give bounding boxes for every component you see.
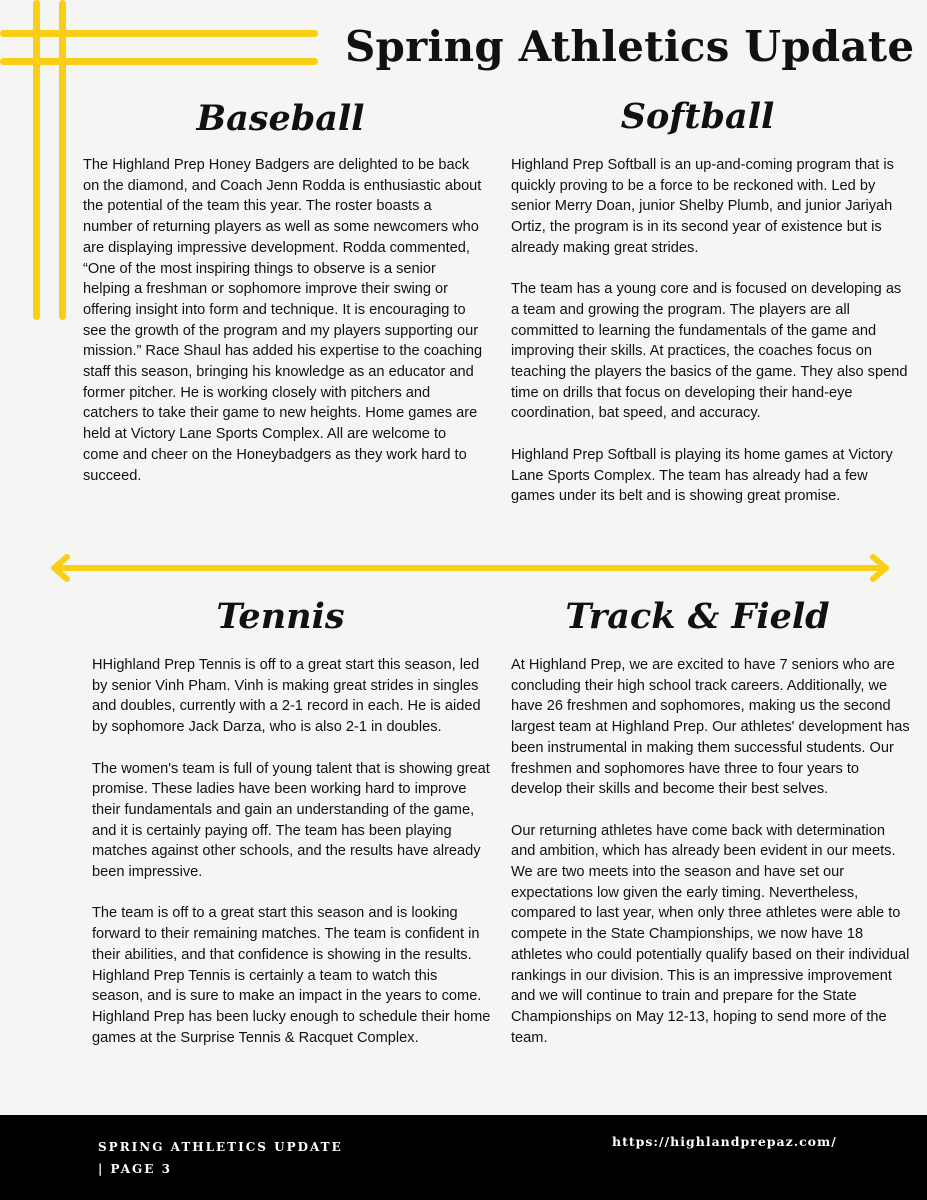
softball-paragraph-2: The team has a young core and is focused on developing as a team and growing the program. The players are all committed to learning the fundamentals of the game and improving their skills. At practices, the coaches focus on teaching the players the basics of the game. They also spend time on drills that focus on developing their hand-eye coordination, bat speed, and accuracy.: [511, 281, 908, 422]
footer-title: SPRING ATHLETICS UPDATE: [98, 1140, 343, 1154]
softball-paragraph-3: Highland Prep Softball is playing its home games at Victory Lane Sports Complex. The team has already had a few games under its belt and is showing great promise.: [511, 446, 893, 505]
tennis-body: [92, 655, 492, 1048]
track-paragraph-1: At Highland Prep, we are excited to have 7 seniors who are concluding their high school track careers. Additionally, we have 26 freshmen and sophomores, making us the second largest team at Highland Prep. Our athletes' development has been instrumental in making them successful students. Our freshmen and sophomores have three to four years to develop their skills and become their best selves.: [511, 657, 910, 798]
baseball-heading: Baseball: [196, 98, 365, 139]
corner-bar-horizontal-2: [0, 58, 318, 65]
tennis-paragraph-1: HHighland Prep Tennis is off to a great start this season, led by senior Vinh Pham. Vinh is making great strides in singles and doubles, currently with a 2-1 record in each. He is aided by sophomore Jack Darza, who is also 2-1 in doubles.: [92, 657, 481, 736]
baseball-paragraph-1: The Highland Prep Honey Badgers are delighted to be back on the diamond, and Coach Jenn Rodda is enthusiastic about the potential of the team this year. The roster boasts a number of returning players as well as some newcomers who are displaying impressive development. Rodda commented, “One of the most inspiring things to observe is a senior helping a freshman or sophomore improve their swing or offering insight into form and technique. It is encouraging to see the growth of the program and my players supporting our mission.” Race Shaul has added his expertise to the coaching staff this season, bringing his knowledge as an educator and former pitcher. He is working closely with pitchers and catchers to take their game to new heights. Home games are held at Victory Lane Sports Complex. All are welcome to come and cheer on the Honeybadgers as they work hard to succeed.: [83, 157, 483, 484]
track-body: [511, 655, 913, 1048]
footer-page-number: | PAGE 3: [98, 1162, 172, 1176]
track-paragraph-2: Our returning athletes have come back with determination and ambition, which has already been evident in our meets. We are two meets into the season and have set our expectations low given the early timing. Nevertheless, compared to last year, when only three athletes were able to compete in the State Championships, we now have 18 athletes who could potentially qualify based on their individual rankings in our division. This is an impressive improvement and we will continue to train and prepare for the State Championships on May 12-13, hoping to send more of the team.: [511, 822, 910, 1046]
footer-url-link[interactable]: https://highlandprepaz.com/: [612, 1134, 837, 1149]
softball-body: [511, 155, 913, 507]
divider-arrow: [45, 552, 895, 584]
corner-bar-horizontal-1: [0, 30, 318, 37]
footer: [0, 1115, 927, 1200]
track-heading: Track & Field: [565, 596, 830, 637]
corner-bar-vertical-1: [33, 0, 40, 320]
tennis-heading: Tennis: [216, 596, 345, 637]
tennis-paragraph-2: The women's team is full of young talent that is showing great promise. These ladies have been working hard to improve their fundamentals and gain an understanding of the game, and it is certainly paying off. The team has been playing matches against other schools, and the results have already been impressive.: [92, 760, 490, 881]
corner-bar-vertical-2: [59, 0, 66, 320]
page-title: Spring Athletics Update: [345, 22, 915, 71]
tennis-paragraph-3: The team is off to a great start this season and is looking forward to their remaining matches. The team is confident in their abilities, and that confidence is showing in the results. Highland Prep Tennis is certainly a team to watch this season, and is sure to make an impact in the years to come. Highland Prep has been lucky enough to schedule their home games at the Surprise Tennis & Racquet Complex.: [92, 905, 491, 1046]
footer-label: [98, 1136, 343, 1180]
baseball-body: [83, 155, 485, 486]
softball-heading: Softball: [620, 96, 775, 137]
softball-paragraph-1: Highland Prep Softball is an up-and-coming program that is quickly proving to be a force to be reckoned with. Led by senior Merry Doan, junior Shelby Plumb, and junior Jariyah Ortiz, the program is in its second year of existence but is already making great strides.: [511, 157, 894, 256]
